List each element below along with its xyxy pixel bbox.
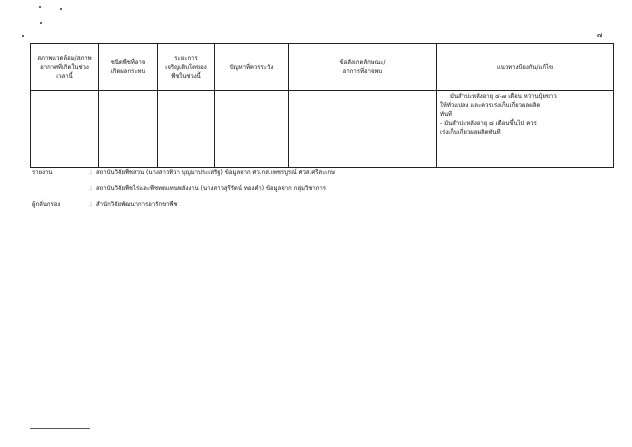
table-row <box>31 91 614 168</box>
screener-label: ผู้กลั่นกรอง <box>32 201 61 208</box>
report-label: รายงาน <box>32 169 53 176</box>
header-affected-crop: ชนิดพืชที่อาจ เกิดผลกระทบ <box>99 44 158 91</box>
remedy-line: ให้ทั่วแปลง และควรเร่งเก็บเกี่ยวผลผลิต <box>440 102 541 109</box>
scan-speck <box>40 22 42 24</box>
report-source-2: สถาบันวิจัยพืชไร่และพืชทดแทนพลังงาน (นางสาวสุรีรัตน์ ทองคำ) ข้อมูลจาก กลุ่มวิชาการ <box>96 185 327 192</box>
report-source-1: สถาบันวิจัยพืชสวน (นางสาวทิวา บุญมาประเสริฐ) ข้อมูลจาก ศว.กส.เพชรบูรณ์ ศวส.ศรีสะเกษ <box>96 169 335 176</box>
header-problem: ปัญหาที่ควรระวัง <box>215 44 289 91</box>
remedy-line: มันสำปะหลังอายุ ๔-๗ เดือน หว่านปุ๋ยขาว <box>450 93 557 100</box>
notes-section <box>32 168 592 216</box>
cell-growth-stage <box>158 91 215 168</box>
advisory-table <box>30 43 614 168</box>
footer-divider <box>30 428 90 429</box>
cell-symptoms <box>289 91 437 168</box>
remedy-line: เร่งเก็บเกี่ยวผลผลิตทันที <box>440 129 501 136</box>
report-note: รายงาน : สถาบันวิจัยพืชสวน (นางสาวทิวา บุญมาประเสริฐ) ข้อมูลจาก ศว.กส.เพชรบูรณ์ ศวส.ศรีสะเกษ <box>32 168 592 177</box>
scan-speck <box>39 6 41 8</box>
header-growth-stage: ระยะการ เจริญเติบโตของ พืชในช่วงนี้ <box>158 44 215 91</box>
cell-environment <box>31 91 99 168</box>
screener-value: สำนักวิจัยพัฒนาการอารักขาพืช <box>96 201 178 208</box>
scan-speck <box>22 35 24 37</box>
header-symptoms: ข้อสังเกตลักษณะ/ อาการที่อาจพบ <box>289 44 437 91</box>
remedy-line: ทันที <box>440 111 453 118</box>
cell-problem <box>215 91 289 168</box>
page-number: ๗ <box>597 31 603 39</box>
remedy-line: - มันสำปะหลังอายุ ๘ เดือนขึ้นไป ควร <box>440 120 537 127</box>
header-remedy: แนวทางป้องกัน/แก้ไข <box>437 44 614 91</box>
table-header-row <box>31 44 614 91</box>
cell-remedy <box>437 91 614 168</box>
scan-speck <box>60 8 62 10</box>
header-environment: สภาพแวดล้อม/สภาพ อากาศที่เกิดในช่วงเวลานี้ <box>31 44 99 91</box>
report-note-continued: : สถาบันวิจัยพืชไร่และพืชทดแทนพลังงาน (นางสาวสุรีรัตน์ ทองคำ) ข้อมูลจาก กลุ่มวิชาการ <box>32 184 592 193</box>
screener-note: ผู้กลั่นกรอง : สำนักวิจัยพัฒนาการอารักขาพืช <box>32 200 592 209</box>
cell-affected-crop <box>99 91 158 168</box>
